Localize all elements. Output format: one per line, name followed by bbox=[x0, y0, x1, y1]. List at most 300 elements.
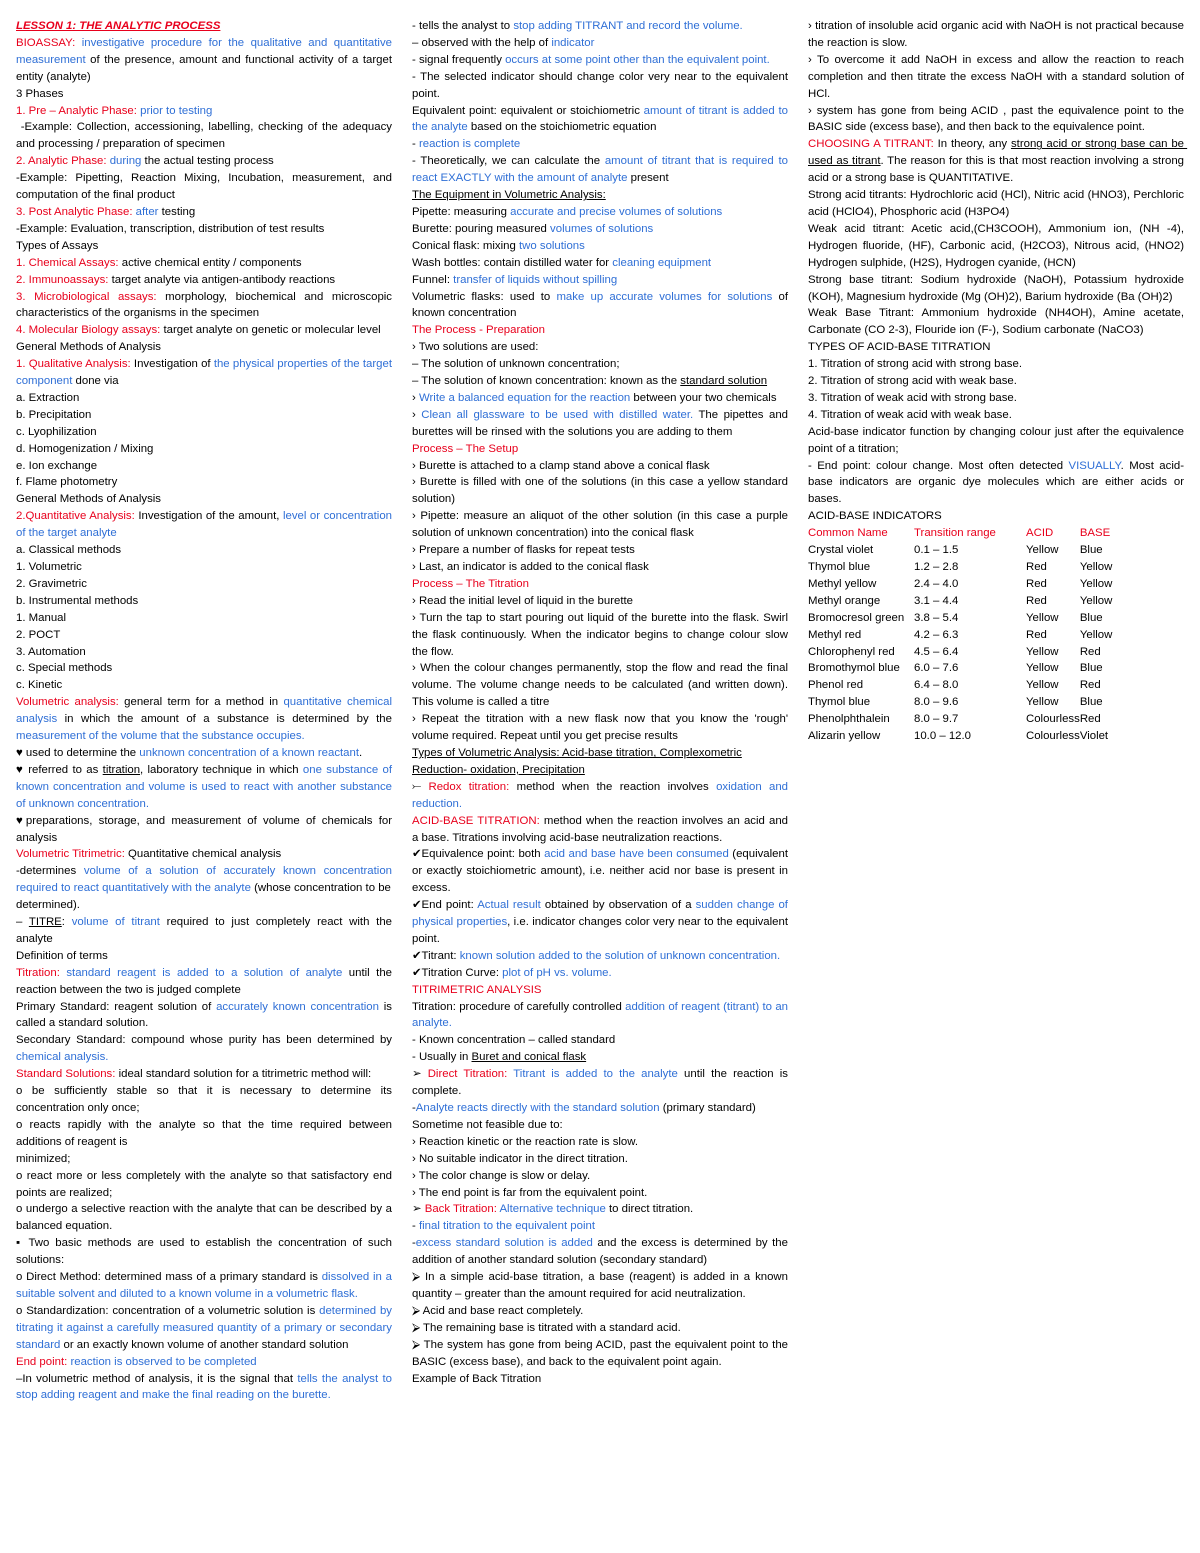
table-cell: Yellow bbox=[1026, 544, 1059, 557]
text-run: ➢ bbox=[412, 1203, 425, 1216]
text-run: - The selected indicator should change color very near to the equivalent point. bbox=[412, 70, 792, 100]
table-cell: 6.4 – 8.0 bbox=[914, 679, 959, 692]
table-cell: 3.1 – 4.4 bbox=[914, 594, 959, 607]
text-run: b. Instrumental methods bbox=[16, 594, 139, 607]
paragraph bbox=[412, 322, 788, 339]
paragraph bbox=[16, 1235, 396, 1269]
text-run: o undergo a selective reaction with the analyte that can be described by a balanced equation. bbox=[16, 1203, 396, 1233]
table-cell: 10.0 – 12.0 bbox=[914, 730, 972, 743]
paragraph bbox=[16, 863, 396, 897]
paragraph bbox=[412, 948, 788, 965]
table-cell: Yellow bbox=[1026, 679, 1059, 692]
table-cell: Yellow bbox=[1079, 577, 1113, 590]
text-run: ♥ used to determine the bbox=[16, 746, 140, 759]
text-run: target analyte on genetic or molecular level bbox=[163, 324, 381, 337]
paragraph bbox=[16, 914, 396, 948]
paragraph bbox=[412, 458, 788, 475]
text-run: › Turn the tap to start pouring out liquid of the burette into the flask. Swirl the flask continuously. When the indicator begins to change colour slow the flow. bbox=[412, 611, 792, 658]
text-run: - bbox=[412, 1102, 416, 1114]
text-run: ⮚ In a simple acid-base titration, a base (reagent) is added in a known quantity – greater than the amount required for acid neutralization. bbox=[412, 1271, 792, 1300]
paragraph bbox=[412, 221, 788, 238]
table-cell: Violet bbox=[1079, 730, 1109, 743]
paragraph bbox=[412, 1185, 788, 1202]
paragraph bbox=[16, 1117, 396, 1151]
acid-base-indicator-table bbox=[808, 525, 1112, 745]
text-run: a. Extraction bbox=[16, 391, 80, 404]
text-run: ⤚ bbox=[412, 780, 429, 793]
text-run: › Read the initial level of liquid in the burette bbox=[412, 594, 633, 607]
paragraph bbox=[808, 187, 1188, 221]
table-cell: Red bbox=[1026, 561, 1047, 573]
text-run: one substance of known concentration and volume is used to react with another substance of unknown concentration. bbox=[16, 763, 396, 810]
paragraph bbox=[16, 1083, 396, 1117]
text-run: general term for a method in bbox=[124, 696, 284, 709]
text-run: 3. Post Analytic Phase: bbox=[16, 205, 136, 218]
text-run: › Repeat the titration with a new flask now that you know the 'rough' volume required. Repeat until you get precise results bbox=[412, 713, 792, 743]
paragraph bbox=[16, 103, 392, 120]
paragraph bbox=[16, 745, 392, 762]
paragraph bbox=[808, 221, 1188, 272]
text-run: o reacts rapidly with the analyte so that the time required between additions of reagent is bbox=[16, 1118, 396, 1148]
text-run: Wash bottles: contain distilled water for bbox=[412, 256, 613, 269]
text-run: Pipette: measuring bbox=[412, 205, 511, 218]
table-cell: 6.0 – 7.6 bbox=[914, 662, 959, 675]
text-run: chemical analysis. bbox=[16, 1051, 109, 1064]
text-run: (whose concentration to be bbox=[250, 882, 391, 895]
text-run: ⮚ The remaining base is titrated with a standard acid. bbox=[412, 1321, 681, 1334]
paragraph bbox=[16, 474, 392, 491]
text-run: or an exactly known volume of another standard solution bbox=[60, 1338, 349, 1351]
text-run: ✔Titrant: bbox=[412, 949, 460, 962]
paragraph bbox=[412, 153, 792, 187]
table-cell: ACID bbox=[1026, 527, 1054, 540]
text-run: Example of Back Titration bbox=[412, 1372, 542, 1385]
text-run: › Last, an indicator is added to the conical flask bbox=[412, 561, 649, 573]
table-row bbox=[808, 593, 1112, 610]
table-row bbox=[808, 627, 1112, 644]
table-cell: Blue bbox=[1079, 696, 1103, 709]
text-run: › system has gone from being ACID , past the equivalence point to the BASIC side (excess base), and then back to the equivalence point. bbox=[808, 104, 1188, 134]
text-run: Equivalent point: equivalent or stoichiometric bbox=[412, 104, 644, 117]
paragraph bbox=[16, 35, 396, 86]
text-run: 2. Titration of strong acid with weak base. bbox=[808, 375, 1017, 388]
table-cell: Phenol red bbox=[808, 679, 864, 692]
text-run: Strong base titrant: Sodium hydroxide (NaOH), Potassium hydroxide (KOH), Magnesium hydroxide (Mg (OH)2), Barium hydroxide (Ba (OH)2) bbox=[808, 273, 1188, 303]
paragraph bbox=[412, 441, 788, 458]
text-run: Types of Volumetric Analysis: Acid-base titration, Complexometric bbox=[412, 746, 742, 759]
paragraph bbox=[412, 339, 788, 356]
table-cell: Blue bbox=[1079, 544, 1103, 557]
text-run: › titration of insoluble acid organic acid with NaOH is not practical because the reaction is slow. bbox=[808, 20, 1188, 49]
text-run: › To overcome it add NaOH in excess and allow the reaction to reach completion and then titrate the excess NaOH with a standard solution of HCl. bbox=[808, 53, 1188, 100]
paragraph bbox=[412, 1269, 792, 1303]
text-run: TITRE bbox=[28, 916, 62, 929]
text-run: to direct titration. bbox=[605, 1203, 694, 1216]
table-cell: 8.0 – 9.6 bbox=[914, 696, 959, 709]
paragraph bbox=[16, 593, 392, 610]
text-run: Investigation of the amount, bbox=[138, 510, 283, 523]
text-run: oxidation and reduction. bbox=[412, 780, 792, 810]
table-cell: Blue bbox=[1079, 662, 1103, 675]
paragraph bbox=[16, 660, 392, 677]
paragraph bbox=[16, 1201, 396, 1235]
table-cell: Yellow bbox=[1026, 611, 1059, 624]
paragraph bbox=[808, 373, 1184, 390]
text-column-left bbox=[16, 18, 396, 1404]
text-run: final titration to the equivalent point bbox=[418, 1220, 596, 1233]
text-run: c. Special methods bbox=[16, 662, 113, 675]
paragraph bbox=[412, 508, 792, 542]
text-run: stop adding TITRANT and record the volume. bbox=[513, 20, 743, 32]
paragraph bbox=[16, 542, 392, 559]
paragraph bbox=[16, 86, 392, 103]
text-run: : bbox=[61, 916, 72, 929]
paragraph bbox=[412, 576, 788, 593]
table-row bbox=[808, 610, 1112, 627]
paragraph bbox=[16, 289, 396, 323]
text-run: determined by titrating it against a carefully measured quantity of a primary or secondary standard bbox=[16, 1304, 396, 1351]
table-cell: Red bbox=[1026, 628, 1047, 641]
text-run: prior to testing bbox=[140, 104, 213, 117]
paragraph bbox=[412, 474, 792, 508]
paragraph bbox=[412, 1066, 792, 1100]
table-cell: Colourless bbox=[1026, 713, 1080, 726]
text-run: plot of pH vs. volume. bbox=[502, 966, 612, 979]
text-run: Conical flask: mixing bbox=[412, 239, 519, 252]
text-column-right-body bbox=[808, 18, 1188, 525]
paragraph bbox=[16, 813, 396, 847]
text-run: Direct Titration: bbox=[427, 1068, 514, 1081]
text-run: ➢ bbox=[412, 1068, 428, 1081]
text-run: › The color change is slow or delay. bbox=[412, 1169, 591, 1182]
text-run: standard reagent is added to a solution of analyte bbox=[66, 966, 343, 979]
table-row bbox=[808, 728, 1112, 745]
text-run: . Most acid-base indicators are organic dye molecules which are either acids or bases. bbox=[808, 459, 1188, 506]
text-run: 4. Titration of weak acid with weak base. bbox=[808, 408, 1012, 421]
text-run: of known concentration bbox=[412, 290, 792, 320]
text-run: General Methods of Analysis bbox=[16, 493, 161, 506]
text-run: – bbox=[16, 916, 29, 929]
text-run: › Burette is filled with one of the solutions (in this case a yellow standard solution) bbox=[412, 476, 792, 506]
text-column-right bbox=[808, 18, 1188, 745]
text-run: › The end point is far from the equivalent point. bbox=[412, 1186, 648, 1199]
text-run: -Example: Collection, accessioning, labelling, checking of the adequacy and processing / preparation of specimen bbox=[16, 121, 396, 151]
text-run: volume of titrant bbox=[71, 916, 160, 929]
text-run: ✔Equivalence point: both bbox=[412, 848, 545, 861]
text-run: 4. Molecular Biology assays: bbox=[16, 324, 164, 337]
text-run: Volumetric Titrimetric: bbox=[16, 848, 129, 861]
paragraph bbox=[412, 204, 788, 221]
text-run: › Prepare a number of flasks for repeat tests bbox=[412, 544, 635, 557]
text-run: amount of titrant that is required to react EXACTLY with the amount of analyte bbox=[412, 155, 792, 185]
text-run: Quantitative chemical analysis bbox=[128, 848, 282, 861]
text-run: c. Kinetic bbox=[16, 679, 63, 692]
text-run: , i.e. indicator changes color very near to the equivalent point. bbox=[412, 916, 792, 945]
table-cell: 8.0 – 9.7 bbox=[914, 713, 959, 726]
text-run: › bbox=[412, 408, 422, 421]
paragraph bbox=[16, 965, 396, 999]
paragraph bbox=[412, 1303, 788, 1320]
text-run: measurement of the volume that the substance occupies. bbox=[16, 730, 305, 743]
text-run: 2. POCT bbox=[16, 628, 61, 641]
paragraph bbox=[412, 999, 792, 1033]
table-cell: Methyl orange bbox=[808, 594, 881, 607]
text-run: Investigation of bbox=[133, 358, 214, 371]
paragraph bbox=[412, 846, 792, 897]
text-run: reaction is observed to be completed bbox=[70, 1355, 257, 1368]
paragraph bbox=[412, 1320, 788, 1337]
paragraph bbox=[16, 677, 392, 694]
text-run: 1. Chemical Assays: bbox=[16, 256, 122, 269]
text-run: ♥preparations, storage, and measurement of volume of chemicals for analysis bbox=[16, 814, 396, 844]
text-run: Sometime not feasible due to: bbox=[412, 1118, 563, 1131]
paragraph bbox=[808, 18, 1188, 52]
table-row bbox=[808, 576, 1112, 593]
paragraph bbox=[16, 694, 396, 745]
text-run: ♥ referred to as bbox=[16, 763, 103, 776]
paragraph bbox=[16, 610, 392, 627]
text-run: o be sufficiently stable so that it is necessary to determine its concentration only once; bbox=[16, 1085, 396, 1114]
paragraph bbox=[412, 1151, 788, 1168]
paragraph bbox=[16, 238, 392, 255]
table-cell: 1.2 – 2.8 bbox=[914, 561, 959, 573]
text-run: ACID-BASE INDICATORS bbox=[808, 510, 942, 523]
paragraph bbox=[16, 897, 392, 914]
paragraph bbox=[808, 272, 1188, 306]
text-run: ✔Titration Curve: bbox=[412, 966, 503, 979]
paragraph bbox=[16, 491, 392, 508]
paragraph bbox=[808, 136, 1188, 187]
text-run: Strong acid titrants: Hydrochloric acid (HCl), Nitric acid (HNO3), Perchloric acid (HClO4), Phosphoric acid (H3PO4) bbox=[808, 189, 1188, 218]
table-cell: Common Name bbox=[808, 527, 888, 540]
paragraph bbox=[808, 407, 1184, 424]
table-cell: Blue bbox=[1079, 611, 1103, 624]
table-cell: 3.8 – 5.4 bbox=[914, 611, 959, 624]
text-run: Buret and conical flask bbox=[471, 1051, 587, 1064]
text-run: 2. Immunoassays: bbox=[16, 273, 112, 286]
paragraph bbox=[16, 1354, 392, 1371]
text-run: Volumetric flasks: used to bbox=[412, 290, 557, 303]
text-run: -Example: Pipetting, Reaction Mixing, Incubation, measurement, and computation of the final product bbox=[16, 172, 396, 202]
text-run: › Pipette: measure an aliquot of the other solution (in this case a purple solution of unknown concentration) into the conical flask bbox=[412, 510, 792, 540]
text-run: ⮚ The system has gone from being ACID, past the equivalent point to the BASIC (excess base), and back to the equivalent point again. bbox=[412, 1338, 792, 1368]
text-run: reaction is complete bbox=[418, 138, 521, 151]
text-run: Process – The Setup bbox=[412, 442, 519, 455]
paragraph bbox=[16, 762, 396, 813]
paragraph bbox=[16, 170, 396, 204]
paragraph bbox=[412, 238, 788, 255]
text-run: Titration: procedure of carefully controlled bbox=[412, 1000, 626, 1013]
text-run: a. Classical methods bbox=[16, 544, 122, 557]
text-run: method when the reaction involves an acid and a base. Titrations involving acid-base neutralization reactions. bbox=[412, 814, 792, 844]
table-cell: Red bbox=[1026, 577, 1047, 590]
paragraph bbox=[412, 762, 788, 779]
text-run: In theory, any bbox=[937, 138, 1011, 151]
table-cell: Colourless bbox=[1026, 730, 1080, 743]
text-run: General Methods of Analysis bbox=[16, 341, 161, 354]
text-run: › Reaction kinetic or the reaction rate is slow. bbox=[412, 1135, 639, 1148]
text-run: Definition of terms bbox=[16, 949, 108, 962]
text-run: during bbox=[109, 155, 142, 168]
text-run: Acid-base indicator function by changing colour just after the equivalence point of a titration; bbox=[808, 425, 1188, 455]
paragraph bbox=[412, 610, 792, 661]
text-run: sudden change of physical properties bbox=[412, 899, 792, 929]
text-run: The Equipment in Volumetric Analysis: bbox=[412, 189, 606, 202]
paragraph bbox=[412, 1218, 788, 1235]
text-run: target analyte via antigen-antibody reactions bbox=[111, 273, 336, 286]
text-run: Weak acid titrant: Acetic acid,(CH3COOH), Ammonium ion, (NH -4), Hydrogen fluoride, (HF), Carbonic acid, (H2CO3), Nitrous acid, (HNO2) Hydrogen sulphide, (H2S), Hydrogen cyanide, (HCN) bbox=[808, 222, 1188, 269]
text-run: Secondary Standard: compound whose purity has been determined by bbox=[16, 1034, 396, 1047]
table-row bbox=[808, 559, 1112, 576]
paragraph bbox=[16, 576, 392, 593]
paragraph bbox=[412, 745, 788, 762]
table-cell: Thymol blue bbox=[808, 561, 871, 573]
text-run: - End point: colour change. Most often detected bbox=[808, 459, 1069, 472]
paragraph bbox=[808, 339, 1184, 356]
paragraph bbox=[412, 779, 792, 813]
text-run: ACID-BASE TITRATION: bbox=[412, 814, 544, 827]
table-cell: Red bbox=[1079, 679, 1101, 692]
text-run: accurately known concentration bbox=[216, 1000, 379, 1013]
text-run: –In volumetric method of analysis, it is the signal that bbox=[16, 1372, 298, 1385]
paragraph bbox=[412, 813, 792, 847]
text-run: - signal frequently bbox=[412, 53, 506, 66]
text-run: Weak Base Titrant: Ammonium hydroxide (NH4OH), Amine acetate, Carbonate (CO 2-3), Flouride ion (F-), Sodium carbonate (NaCO3) bbox=[808, 307, 1188, 337]
table-cell: Red bbox=[1079, 645, 1101, 658]
text-run: obtained by observation of a bbox=[540, 899, 696, 912]
table-cell: Yellow bbox=[1079, 561, 1113, 573]
text-run: dissolved in a suitable solvent and diluted to a known volume in a volumetric flask. bbox=[16, 1271, 396, 1300]
text-run: Clean all glassware to be used with distilled water. bbox=[421, 408, 694, 421]
text-run: Funnel: bbox=[412, 273, 454, 286]
text-run: determined). bbox=[16, 899, 80, 912]
paragraph bbox=[16, 559, 392, 576]
text-run: - Theoretically, we can calculate the bbox=[412, 155, 605, 168]
table-cell: 4.2 – 6.3 bbox=[914, 628, 959, 641]
text-run: strong acid or strong base can be used as titrant bbox=[808, 138, 1188, 168]
paragraph bbox=[808, 305, 1188, 339]
text-run: f. Flame photometry bbox=[16, 476, 118, 489]
text-run: - bbox=[412, 1220, 419, 1233]
text-run: known solution added to the solution of unknown concentration. bbox=[459, 949, 781, 962]
text-run: Write a balanced equation for the reaction bbox=[418, 391, 631, 404]
paragraph bbox=[412, 52, 788, 69]
text-run: - tells the analyst to bbox=[412, 20, 514, 32]
text-run: transfer of liquids without spilling bbox=[453, 273, 618, 286]
text-column-middle bbox=[412, 18, 792, 1387]
text-run: based on the stoichiometric equation bbox=[467, 121, 657, 134]
table-cell: Yellow bbox=[1079, 628, 1113, 641]
paragraph bbox=[16, 407, 392, 424]
text-run: in which the amount of a substance is determined by the bbox=[57, 713, 396, 726]
table-cell: Methyl yellow bbox=[808, 577, 877, 590]
paragraph bbox=[412, 187, 788, 204]
text-run: between your two chemicals bbox=[630, 391, 777, 404]
text-run: tells the analyst to stop adding reagent and make the final reading on the burette. bbox=[16, 1372, 396, 1402]
text-run: 1. Qualitative Analysis: bbox=[16, 358, 134, 371]
table-header-row bbox=[808, 525, 1112, 542]
table-cell: 0.1 – 1.5 bbox=[914, 544, 959, 557]
paragraph bbox=[412, 593, 788, 610]
text-run: Actual result bbox=[477, 899, 541, 912]
paragraph bbox=[16, 1066, 392, 1083]
text-run: standard solution bbox=[680, 375, 768, 388]
text-run: Standard Solutions: bbox=[16, 1068, 119, 1081]
table-cell: 4.5 – 6.4 bbox=[914, 645, 959, 658]
paragraph bbox=[412, 1049, 788, 1066]
text-run: ▪ Two basic methods are used to establish the concentration of such solutions: bbox=[16, 1237, 396, 1267]
text-run: testing bbox=[158, 205, 196, 218]
text-run: › Burette is attached to a clamp stand above a conical flask bbox=[412, 459, 710, 472]
text-run: 1. Manual bbox=[16, 611, 67, 624]
paragraph bbox=[16, 1151, 392, 1168]
text-run: volumes of solutions bbox=[550, 222, 654, 235]
paragraph bbox=[412, 1235, 792, 1269]
paragraph bbox=[16, 846, 392, 863]
text-run: o Direct Method: determined mass of a primary standard is bbox=[16, 1271, 322, 1284]
text-run: ✔End point: bbox=[412, 899, 478, 912]
text-run: 2. Analytic Phase: bbox=[16, 155, 110, 168]
text-run: (equivalent or exactly stoichiometric amount), i.e. neither acid nor base is present in excess. bbox=[412, 848, 792, 895]
paragraph bbox=[16, 1168, 396, 1202]
paragraph bbox=[412, 69, 792, 103]
paragraph bbox=[412, 965, 788, 982]
paragraph bbox=[412, 255, 788, 272]
text-run: - bbox=[412, 138, 419, 151]
text-run: volume of a solution of accurately known concentration required to react quantitatively with the analyte bbox=[16, 865, 396, 895]
text-run: quantitative chemical analysis bbox=[16, 696, 396, 726]
table-cell: Bromothymol blue bbox=[808, 662, 900, 675]
table-cell: Yellow bbox=[1026, 696, 1059, 709]
paragraph bbox=[412, 1201, 788, 1218]
paragraph bbox=[412, 35, 788, 52]
paragraph bbox=[412, 897, 792, 948]
text-run: unknown concentration of a known reactant bbox=[139, 746, 360, 759]
text-run: Titration: bbox=[16, 966, 67, 979]
table-cell: Red bbox=[1079, 713, 1101, 726]
table-row bbox=[808, 644, 1112, 661]
text-run: . bbox=[359, 746, 363, 759]
text-run: the actual testing process bbox=[141, 155, 274, 168]
text-run: Analyte reacts directly with the standard solution bbox=[415, 1102, 660, 1114]
paragraph bbox=[412, 1337, 792, 1371]
text-run: titration bbox=[102, 763, 141, 776]
text-run: is called a standard solution. bbox=[16, 1000, 396, 1030]
paragraph bbox=[412, 982, 788, 999]
paragraph bbox=[412, 272, 788, 289]
text-run: (primary standard) bbox=[659, 1102, 756, 1114]
text-run: LESSON 1: THE ANALYTIC PROCESS bbox=[16, 20, 221, 32]
text-run: - Usually in bbox=[412, 1051, 472, 1064]
text-run: o Standardization: concentration of a volumetric solution is bbox=[16, 1304, 320, 1317]
paragraph bbox=[16, 1032, 396, 1066]
paragraph bbox=[808, 103, 1188, 137]
text-run: 3. Titration of weak acid with strong base. bbox=[808, 391, 1017, 404]
text-run: minimized; bbox=[16, 1152, 71, 1165]
paragraph bbox=[16, 1303, 396, 1354]
text-run: 3. Automation bbox=[16, 645, 86, 658]
text-run: , laboratory technique in which bbox=[140, 763, 303, 776]
text-run: The Process - Preparation bbox=[412, 324, 545, 337]
text-run: . The reason for this is that most reaction involving a strong acid or a strong base is QUANTITATIVE. bbox=[808, 155, 1188, 185]
text-run: TYPES OF ACID-BASE TITRATION bbox=[808, 341, 991, 354]
text-run: e. Ion exchange bbox=[16, 459, 98, 472]
text-run: Process – The Titration bbox=[412, 577, 529, 590]
text-run: Volumetric analysis: bbox=[16, 696, 125, 709]
text-run: – observed with the help of bbox=[412, 36, 552, 49]
text-run: Titrant is added to the analyte bbox=[513, 1068, 678, 1081]
paragraph bbox=[808, 356, 1184, 373]
